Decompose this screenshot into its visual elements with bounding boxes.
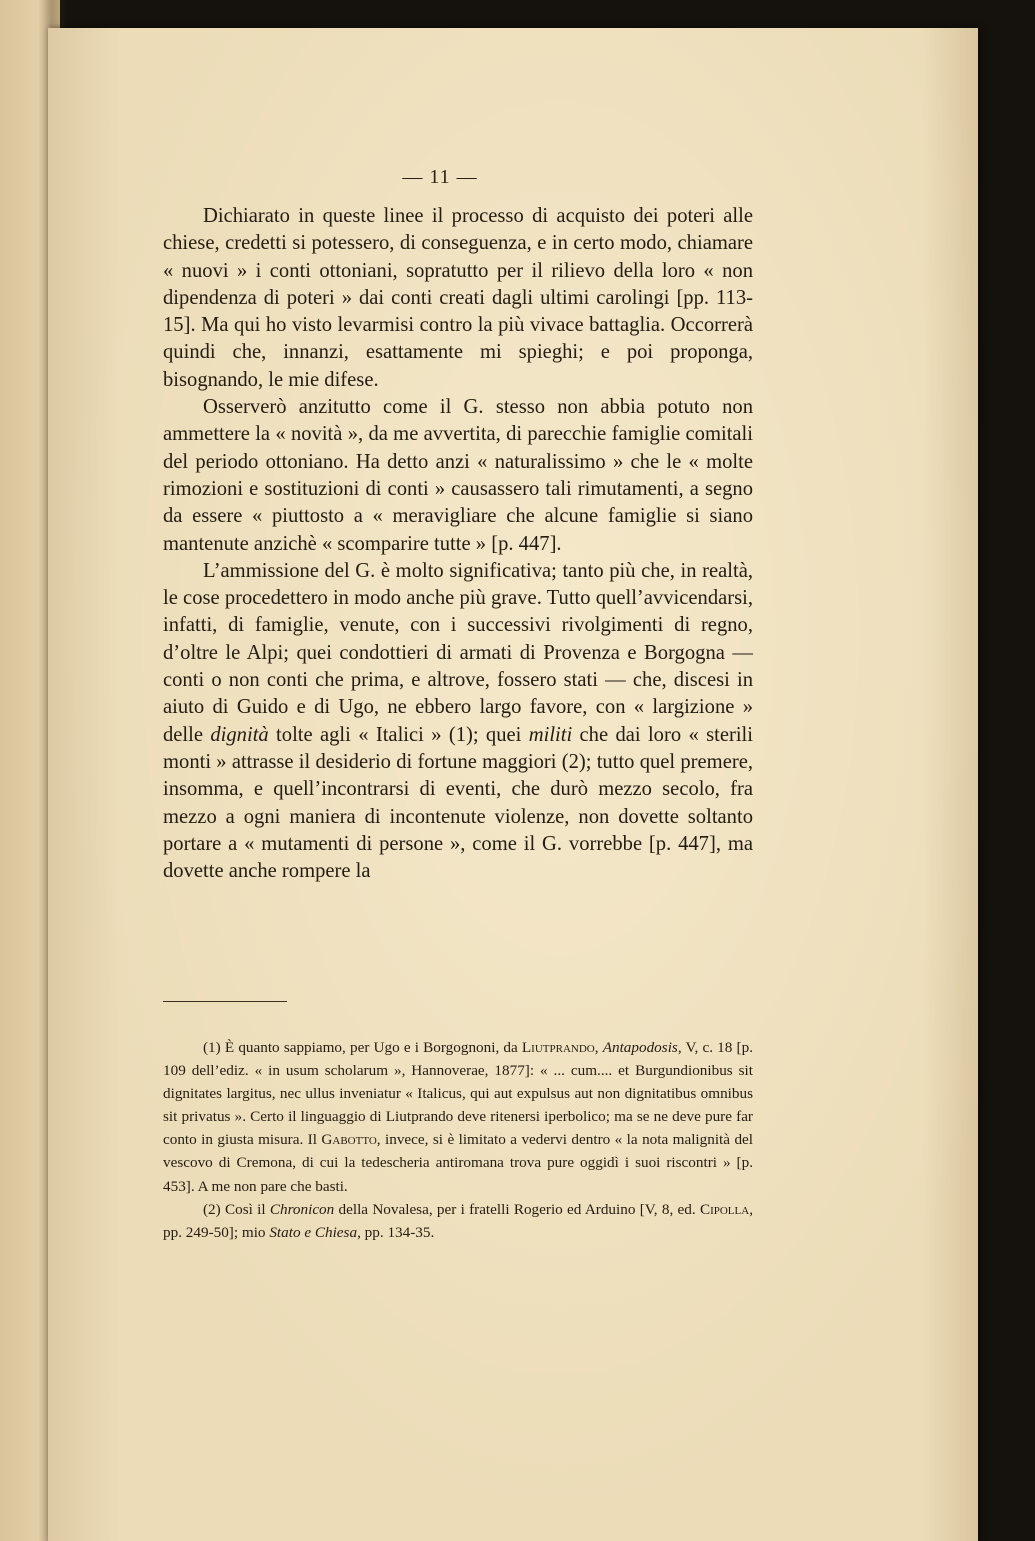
main-text <box>163 203 753 885</box>
paragraph <box>163 203 753 394</box>
paragraph <box>163 558 753 886</box>
footnote-separator <box>163 1001 287 1002</box>
text-run: (2) Così il <box>203 1200 270 1218</box>
italic-text-run: dignità <box>210 723 269 746</box>
paragraph <box>163 394 753 558</box>
footnote-2 <box>163 1198 753 1244</box>
work-title: Stato e Chiesa <box>269 1223 358 1241</box>
footnotes <box>163 1036 753 1244</box>
text-run: tolte agli « Italici » (1); quei <box>268 723 529 746</box>
work-title: Chronicon <box>269 1200 335 1218</box>
work-title: Antapodosis <box>602 1039 678 1056</box>
text-run: L’ammissione del G. è molto significativa; tanto più che, in realtà, le cose procedettero in modo anche più grave. Tutto quell’avvicendarsi, infatti, di famiglie, venute, con i successivi rivolgimenti di regno, d’oltre le Alpi; quei condottieri di armati di Provenza e Borgogna — conti o non conti che prima, e altrove, fossero stati — che, discesi in aiuto di Guido e di Ugo, ne ebbero largo favore, con « largizione » delle <box>163 559 753 746</box>
page-number: — 11 — <box>402 166 478 188</box>
text-run: , pp. 249-50]; mio <box>163 1200 753 1241</box>
text-run: , invece, si è limitato a vedervi dentro « la nota malignità del vescovo di Cremona, di cui la tedescheria antiromana trova pure oggidì i suoi riscontri » [p. 453]. A me non pare che basti. <box>163 1131 753 1195</box>
italic-text-run: militi <box>528 723 573 746</box>
footnote-1 <box>163 1036 753 1198</box>
author-name: Cipolla <box>699 1200 750 1218</box>
text-run: della Novalesa, per i fratelli Rogerio ed Arduino [V, 8, ed. <box>334 1200 700 1218</box>
text-run: , V, c. 18 [p. 109 dell’ediz. « in usum scholarum », Hannoverae, 1877]: « ... cum.... et Burgundionibus sit dignitates largitus, nec ullus inveniatur « Italicus, qui aut expulsus aut non dignitatibus omnibus sit privatus ». Certo il linguaggio di Liutprando deve ritenersi iperbolico; ma se ne deve pure far conto in giusta misura. Il <box>163 1039 753 1149</box>
text-run: Osserverò anzitutto come il G. stesso non abbia potuto non ammettere la « novità », da me avvertita, di parecchie famiglie comitali del periodo ottoniano. Ha detto anzi « naturalissimo » che le « molte rimozioni e sostituzioni di conti » causassero tali rimutamenti, a segno da essere « piuttosto a « meravigliare che alcune famiglie si siano mantenute anzichè « scomparire tutte » [p. 447]. <box>163 396 753 555</box>
author-name: Liutprando <box>521 1039 595 1056</box>
text-run: , pp. 134-35. <box>357 1223 435 1241</box>
author-name: Gabotto <box>321 1131 377 1149</box>
text-run: (1) È quanto sappiamo, per Ugo e i Borgognoni, da <box>203 1039 522 1056</box>
text-run: che dai loro « sterili monti » attrasse il desiderio di fortune maggiori (2); tutto quel premere, insomma, e quell’incontrarsi di eventi, che durò mezzo secolo, fra mezzo a ogni maniera di incontenute violenze, non dovette soltanto portare a « mutamenti di persone », come il G. vorrebbe [p. 447], ma dovette anche rompere la <box>163 723 753 883</box>
text-run: Dichiarato in queste linee il processo di acquisto dei poteri alle chiese, credetti si potessero, di conseguenza, e in certo modo, chiamare « nuovi » i conti ottoniani, sopratutto per il rilievo della loro « non dipendenza di poteri » dai conti creati dagli ultimi carolingi [pp. 113-15]. Ma qui ho visto levarmisi contro la più vivace battaglia. Occorrerà quindi che, innanzi, esattamente mi spieghi; e poi proponga, bisognando, le mie difese. <box>163 205 753 391</box>
text-run: , <box>594 1039 603 1056</box>
